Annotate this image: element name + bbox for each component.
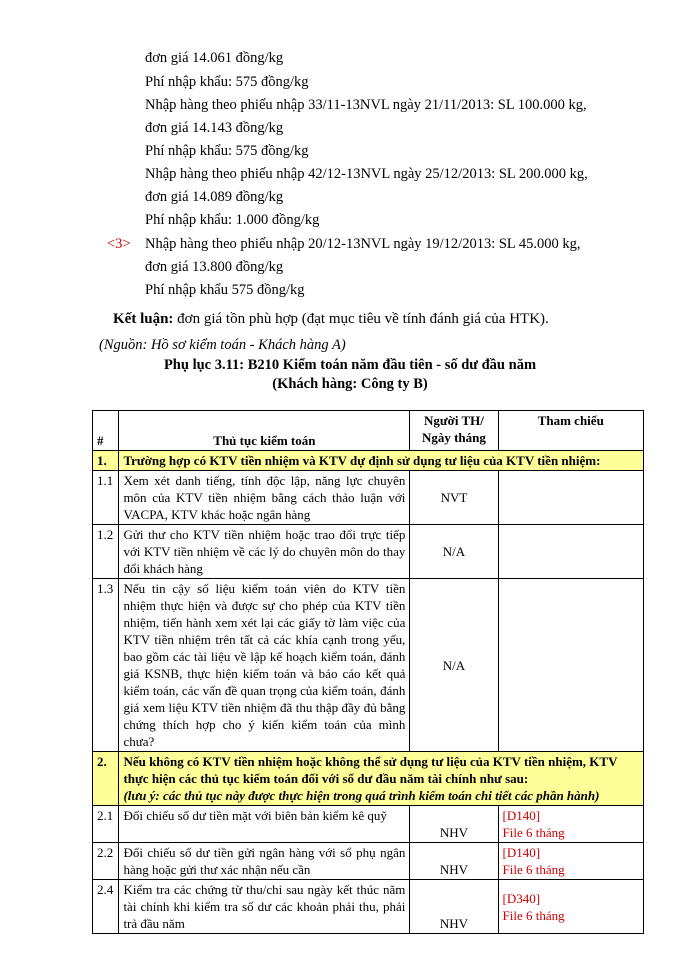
section-row: [93, 451, 644, 471]
header-performer: Người TH/ Ngày tháng: [410, 411, 498, 451]
row-num: 2.1: [93, 806, 119, 843]
intro-line: đơn giá 13.800 đồng/kg: [145, 259, 284, 275]
appendix-title: Phụ lục 3.11: B210 Kiểm toán năm đầu tiên - số dư đầu năm: [163, 357, 537, 373]
intro-line: Nhập hàng theo phiếu nhập 42/12-13NVL ngày 25/12/2013: SL 200.000 kg,: [145, 166, 588, 182]
section-title: [119, 752, 644, 806]
table-header-row: [93, 411, 644, 451]
row-procedure: Kiểm tra các chứng từ thu/chi sau ngày kết thúc năm tài chính khi kiểm tra số dư các khoản phải thu, phải trả đầu năm: [119, 880, 410, 934]
header-num: #: [93, 411, 119, 451]
section-note: (lưu ý: các thủ tục này được thực hiện trong quá trình kiểm toán chi tiết các phần hành): [123, 788, 600, 803]
intro-line: Phí nhập khẩu 575 đồng/kg: [145, 282, 305, 298]
row-num: 2.4: [93, 880, 119, 934]
row-procedure: Đối chiếu số dư tiền gửi ngân hàng với sổ phụ ngân hàng hoặc gửi thư xác nhận nếu cần: [119, 843, 410, 880]
row-num: 2.2: [93, 843, 119, 880]
intro-line: đơn giá 14.143 đồng/kg: [145, 120, 284, 136]
reference-code: [D140]: [502, 808, 541, 823]
row-procedure: Xem xét danh tiếng, tính độc lập, năng lực chuyên môn của KTV tiền nhiệm bằng cách thảo luận với VACPA, KTV khác hoặc ngân hàng: [119, 471, 410, 525]
row-procedure: Gửi thư cho KTV tiền nhiệm hoặc trao đổi trực tiếp với KTV tiền nhiệm về các lý do chuyên môn do thay đổi khách hàng: [119, 525, 410, 579]
row-performer: NHV: [410, 843, 498, 880]
row-performer: N/A: [410, 525, 498, 579]
reference-code: [D340]: [502, 890, 541, 906]
row-procedure: Đối chiếu số dư tiền mặt với biên bản kiểm kê quỹ: [119, 806, 410, 843]
intro-line: Phí nhập khẩu: 575 đồng/kg: [145, 143, 309, 159]
table-row: [93, 806, 644, 843]
conclusion-label: Kết luận:: [113, 311, 174, 327]
header-reference: Tham chiếu: [498, 411, 643, 451]
table-row: [93, 471, 644, 525]
section-num: 1.: [93, 451, 119, 471]
conclusion: [113, 311, 549, 328]
reference-file: File 6 tháng: [502, 862, 565, 877]
row-performer: NVT: [410, 471, 498, 525]
row-num: 1.3: [93, 579, 119, 752]
section-num: 2.: [93, 752, 119, 806]
source-note: (Nguồn: Hồ sơ kiểm toán - Khách hàng A): [99, 337, 346, 353]
header-procedure: Thủ tục kiểm toán: [119, 411, 410, 451]
row-reference: [498, 806, 643, 843]
row-performer: NHV: [410, 806, 498, 843]
row-num: 1.2: [93, 525, 119, 579]
row-performer: NHV: [410, 880, 498, 934]
reference-file: File 6 tháng: [502, 907, 565, 923]
table-row: [93, 880, 644, 934]
section-title-text: Nếu không có KTV tiền nhiệm hoặc không thể sử dụng tư liệu của KTV tiền nhiệm, KTV thực hiện các thủ tục kiểm toán đối với số dư đầu năm tài chính như sau:: [123, 754, 618, 786]
intro-line: đơn giá 14.089 đồng/kg: [145, 189, 284, 205]
row-reference: [498, 579, 643, 752]
section-row: [93, 752, 644, 806]
table-row: [93, 525, 644, 579]
intro-line: Phí nhập khẩu: 1.000 đồng/kg: [145, 212, 320, 228]
reference-file: File 6 tháng: [502, 825, 565, 840]
row-procedure: Nếu tin cậy số liệu kiểm toán viên do KTV tiền nhiệm thực hiện và được sự cho phép của KTV tiền nhiệm, tiến hành xem xét lại các giấy tờ làm việc của KTV tiền nhiệm trên tất cả các khía cạnh trong yếu, bao gồm các tài liệu về lập kế hoạch kiểm toán, đánh giá KSNB, thực hiện kiểm toán và báo cáo kết quả kiểm toán, các vấn đề quan trọng của kiểm toán, đánh giá xem liệu KTV tiền nhiệm đã thu thập đầy đủ bằng chứng thích hợp cho ý kiến kiểm toán của mình chưa?: [119, 579, 410, 752]
section-title: Trường hợp có KTV tiền nhiệm và KTV dự định sử dụng tư liệu của KTV tiền nhiệm:: [119, 451, 644, 471]
row-reference: [498, 525, 643, 579]
row-reference: [498, 471, 643, 525]
intro-line: Phí nhập khẩu: 575 đồng/kg: [145, 74, 309, 90]
row-num: 1.1: [93, 471, 119, 525]
table-row: [93, 843, 644, 880]
appendix-subtitle: (Khách hàng: Công ty B): [272, 376, 428, 392]
row-reference: [498, 880, 643, 934]
row-performer: N/A: [410, 579, 498, 752]
row-reference: [498, 843, 643, 880]
intro-line: Nhập hàng theo phiếu nhập 20/12-13NVL ngày 19/12/2013: SL 45.000 kg,: [145, 236, 581, 252]
table-row: [93, 579, 644, 752]
intro-line: đơn giá 14.061 đồng/kg: [145, 50, 284, 66]
reference-marker: <3>: [107, 236, 131, 252]
reference-code: [D140]: [502, 845, 541, 860]
audit-procedure-table: [92, 410, 644, 934]
intro-line: Nhập hàng theo phiếu nhập 33/11-13NVL ngày 21/11/2013: SL 100.000 kg,: [145, 97, 587, 113]
conclusion-text: đơn giá tồn phù hợp (đạt mục tiêu về tính đánh giá của HTK).: [173, 311, 549, 327]
